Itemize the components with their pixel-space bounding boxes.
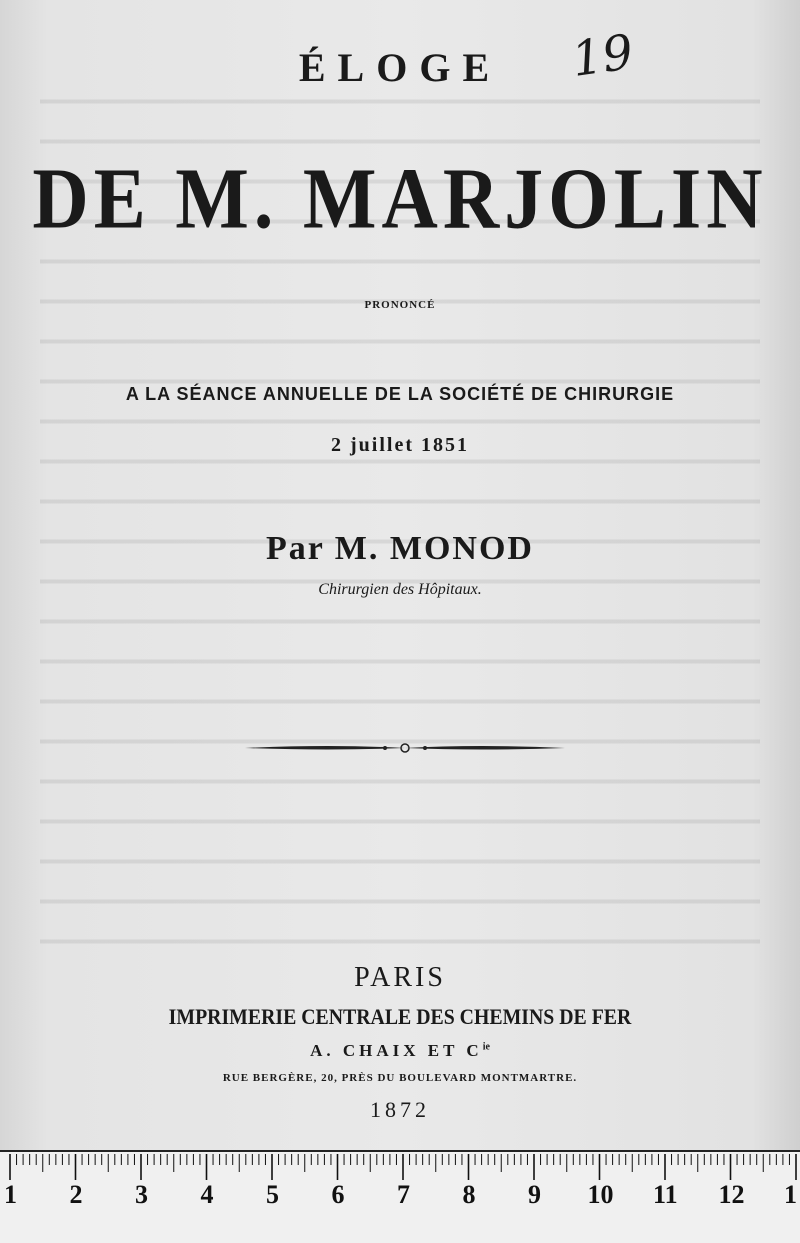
imprint-printer: IMPRIMERIE CENTRALE DES CHEMINS DE FER	[168, 1004, 632, 1029]
ruler-number: 8	[462, 1180, 476, 1209]
ruler-number: 4	[200, 1180, 214, 1209]
ruler-number: 6	[331, 1180, 345, 1209]
ruler-number: 1	[784, 1180, 797, 1209]
eloge-heading: ÉLOGE	[298, 45, 502, 90]
imprint-publisher	[0, 1041, 800, 1061]
ruler-number: 7	[397, 1180, 410, 1209]
imprint-city: PARIS	[354, 962, 446, 993]
imprint-address: RUE BERGÈRE, 20, PRÈS DU BOULEVARD MONTMARTRE.	[222, 1072, 578, 1084]
ruler-number: 11	[653, 1180, 678, 1209]
ruler-number: 1	[4, 1180, 17, 1209]
handwritten-number: 19	[568, 24, 637, 88]
ruler-number: 3	[135, 1180, 148, 1209]
main-title: DE M. MARJOLIN	[32, 149, 768, 247]
publisher-sup: ie	[482, 1041, 490, 1053]
publisher-name: A. CHAIX ET C	[310, 1041, 483, 1060]
ruler-number: 2	[69, 1180, 83, 1209]
prononce-label: PRONONCÉ	[364, 299, 436, 311]
date-line: 2 juillet 1851	[331, 434, 469, 456]
ornament-rule-icon	[240, 738, 570, 763]
author-byline: Par M. MONOD	[266, 530, 534, 567]
imprint-year: 1872	[370, 1097, 430, 1122]
ruler-number: 5	[266, 1180, 279, 1209]
ruler-number: 12	[718, 1180, 745, 1209]
author-role: Chirurgien des Hôpitaux.	[318, 581, 482, 598]
ruler-number: 10	[587, 1180, 614, 1209]
seance-line: A LA SÉANCE ANNUELLE DE LA SOCIÉTÉ DE CHIRURGIE	[125, 384, 675, 404]
ruler-number: 9	[528, 1180, 541, 1209]
